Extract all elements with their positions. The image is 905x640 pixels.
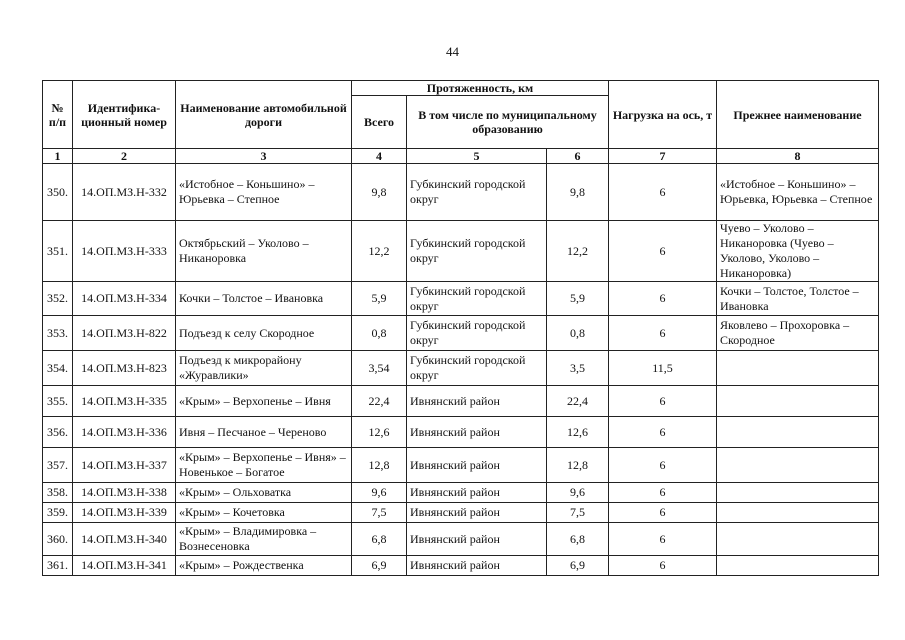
header-incl: В том числе по муниципальному образованию: [407, 96, 609, 149]
row-number: 361.: [43, 556, 73, 576]
axle-load: 11,5: [609, 351, 717, 386]
municipality: Губкинский городской округ: [407, 221, 547, 282]
road-name: Кочки – Толстое – Ивановка: [176, 282, 352, 316]
municipality-length: 6,8: [547, 523, 609, 556]
axle-load: 6: [609, 221, 717, 282]
previous-name: [717, 523, 879, 556]
previous-name: Кочки – Толстое, Толстое – Ивановка: [717, 282, 879, 316]
road-name: «Истобное – Коньшино» – Юрьевка – Степное: [176, 164, 352, 221]
road-name: Ивня – Песчаное – Череново: [176, 417, 352, 448]
road-id: 14.ОП.МЗ.Н-335: [73, 386, 176, 417]
table-row: [43, 221, 879, 282]
road-id: 14.ОП.МЗ.Н-341: [73, 556, 176, 576]
row-number: 350.: [43, 164, 73, 221]
length-total: 5,9: [352, 282, 407, 316]
road-name: Подъезд к микрорайону «Журавлики»: [176, 351, 352, 386]
axle-load: 6: [609, 417, 717, 448]
table-row: [43, 351, 879, 386]
road-name: «Крым» – Верхопенье – Ивня: [176, 386, 352, 417]
road-id: 14.ОП.МЗ.Н-339: [73, 503, 176, 523]
axle-load: 6: [609, 316, 717, 351]
row-number: 352.: [43, 282, 73, 316]
municipality-length: 0,8: [547, 316, 609, 351]
axle-load: 6: [609, 282, 717, 316]
length-total: 9,6: [352, 483, 407, 503]
municipality-length: 3,5: [547, 351, 609, 386]
previous-name: [717, 483, 879, 503]
length-total: 9,8: [352, 164, 407, 221]
row-number: 356.: [43, 417, 73, 448]
municipality-length: 9,6: [547, 483, 609, 503]
row-number: 355.: [43, 386, 73, 417]
municipality: Ивнянский район: [407, 556, 547, 576]
road-id: 14.ОП.МЗ.Н-334: [73, 282, 176, 316]
previous-name: [717, 556, 879, 576]
axle-load: 6: [609, 164, 717, 221]
length-total: 6,9: [352, 556, 407, 576]
municipality: Ивнянский район: [407, 483, 547, 503]
row-number: 354.: [43, 351, 73, 386]
length-total: 0,8: [352, 316, 407, 351]
axle-load: 6: [609, 523, 717, 556]
road-id: 14.ОП.МЗ.Н-338: [73, 483, 176, 503]
col-number: 6: [547, 149, 609, 164]
col-number: 7: [609, 149, 717, 164]
previous-name: Яковлево – Прохоровка – Скородное: [717, 316, 879, 351]
table-row: [43, 386, 879, 417]
previous-name: [717, 351, 879, 386]
row-number: 353.: [43, 316, 73, 351]
row-number: 351.: [43, 221, 73, 282]
col-number: 2: [73, 149, 176, 164]
col-number: 4: [352, 149, 407, 164]
axle-load: 6: [609, 556, 717, 576]
table-row: [43, 417, 879, 448]
axle-load: 6: [609, 503, 717, 523]
road-id: 14.ОП.МЗ.Н-823: [73, 351, 176, 386]
municipality-length: 22,4: [547, 386, 609, 417]
table-row: [43, 503, 879, 523]
row-number: 357.: [43, 448, 73, 483]
road-name: Октябрьский – Уколово – Никаноровка: [176, 221, 352, 282]
table-body: [43, 164, 879, 576]
municipality: Ивнянский район: [407, 448, 547, 483]
length-total: 3,54: [352, 351, 407, 386]
road-id: 14.ОП.МЗ.Н-822: [73, 316, 176, 351]
road-id: 14.ОП.МЗ.Н-333: [73, 221, 176, 282]
header-num: № п/п: [43, 81, 73, 149]
road-id: 14.ОП.МЗ.Н-336: [73, 417, 176, 448]
municipality-length: 12,2: [547, 221, 609, 282]
municipality: Ивнянский район: [407, 386, 547, 417]
axle-load: 6: [609, 448, 717, 483]
length-total: 6,8: [352, 523, 407, 556]
municipality: Ивнянский район: [407, 523, 547, 556]
municipality: Ивнянский район: [407, 417, 547, 448]
road-name: «Крым» – Верхопенье – Ивня» – Новенькое – Богатое: [176, 448, 352, 483]
previous-name: [717, 503, 879, 523]
axle-load: 6: [609, 483, 717, 503]
roads-table: [42, 80, 879, 576]
municipality: Губкинский городской округ: [407, 316, 547, 351]
municipality-length: 7,5: [547, 503, 609, 523]
municipality: Губкинский городской округ: [407, 351, 547, 386]
road-name: «Крым» – Рождественка: [176, 556, 352, 576]
length-total: 12,8: [352, 448, 407, 483]
header-prev: Прежнее наименование: [717, 81, 879, 149]
col-number: 3: [176, 149, 352, 164]
header-name: Наименование автомобильной дороги: [176, 81, 352, 149]
municipality-length: 9,8: [547, 164, 609, 221]
col-number: 8: [717, 149, 879, 164]
page-number: 44: [446, 44, 459, 59]
municipality-length: 6,9: [547, 556, 609, 576]
header-load: Нагрузка на ось, т: [609, 81, 717, 149]
table-row: [43, 448, 879, 483]
table-row: [43, 556, 879, 576]
municipality-length: 12,8: [547, 448, 609, 483]
municipality-length: 12,6: [547, 417, 609, 448]
road-name: «Крым» – Ольховатка: [176, 483, 352, 503]
header-length: Протяженность, км: [352, 81, 609, 96]
road-id: 14.ОП.МЗ.Н-340: [73, 523, 176, 556]
previous-name: [717, 417, 879, 448]
row-number: 360.: [43, 523, 73, 556]
road-name: «Крым» – Кочетовка: [176, 503, 352, 523]
length-total: 22,4: [352, 386, 407, 417]
table-row: [43, 316, 879, 351]
row-number: 358.: [43, 483, 73, 503]
previous-name: [717, 386, 879, 417]
previous-name: [717, 448, 879, 483]
header-id: Идентифика- ционный номер: [73, 81, 176, 149]
municipality: Губкинский городской округ: [407, 282, 547, 316]
road-id: 14.ОП.МЗ.Н-337: [73, 448, 176, 483]
previous-name: «Истобное – Коньшино» – Юрьевка, Юрьевка – Степное: [717, 164, 879, 221]
table-row: [43, 483, 879, 503]
table-row: [43, 282, 879, 316]
row-number: 359.: [43, 503, 73, 523]
table-row: [43, 164, 879, 221]
col-number: 5: [407, 149, 547, 164]
table-row: [43, 523, 879, 556]
previous-name: Чуево – Уколово – Никаноровка (Чуево – Уколово, Уколово – Никаноровка): [717, 221, 879, 282]
length-total: 12,6: [352, 417, 407, 448]
road-name: Подъезд к селу Скородное: [176, 316, 352, 351]
municipality: Губкинский городской округ: [407, 164, 547, 221]
header-total: Всего: [352, 96, 407, 149]
road-name: «Крым» – Владимировка – Вознесеновка: [176, 523, 352, 556]
road-id: 14.ОП.МЗ.Н-332: [73, 164, 176, 221]
municipality-length: 5,9: [547, 282, 609, 316]
municipality: Ивнянский район: [407, 503, 547, 523]
length-total: 12,2: [352, 221, 407, 282]
col-number: 1: [43, 149, 73, 164]
length-total: 7,5: [352, 503, 407, 523]
axle-load: 6: [609, 386, 717, 417]
